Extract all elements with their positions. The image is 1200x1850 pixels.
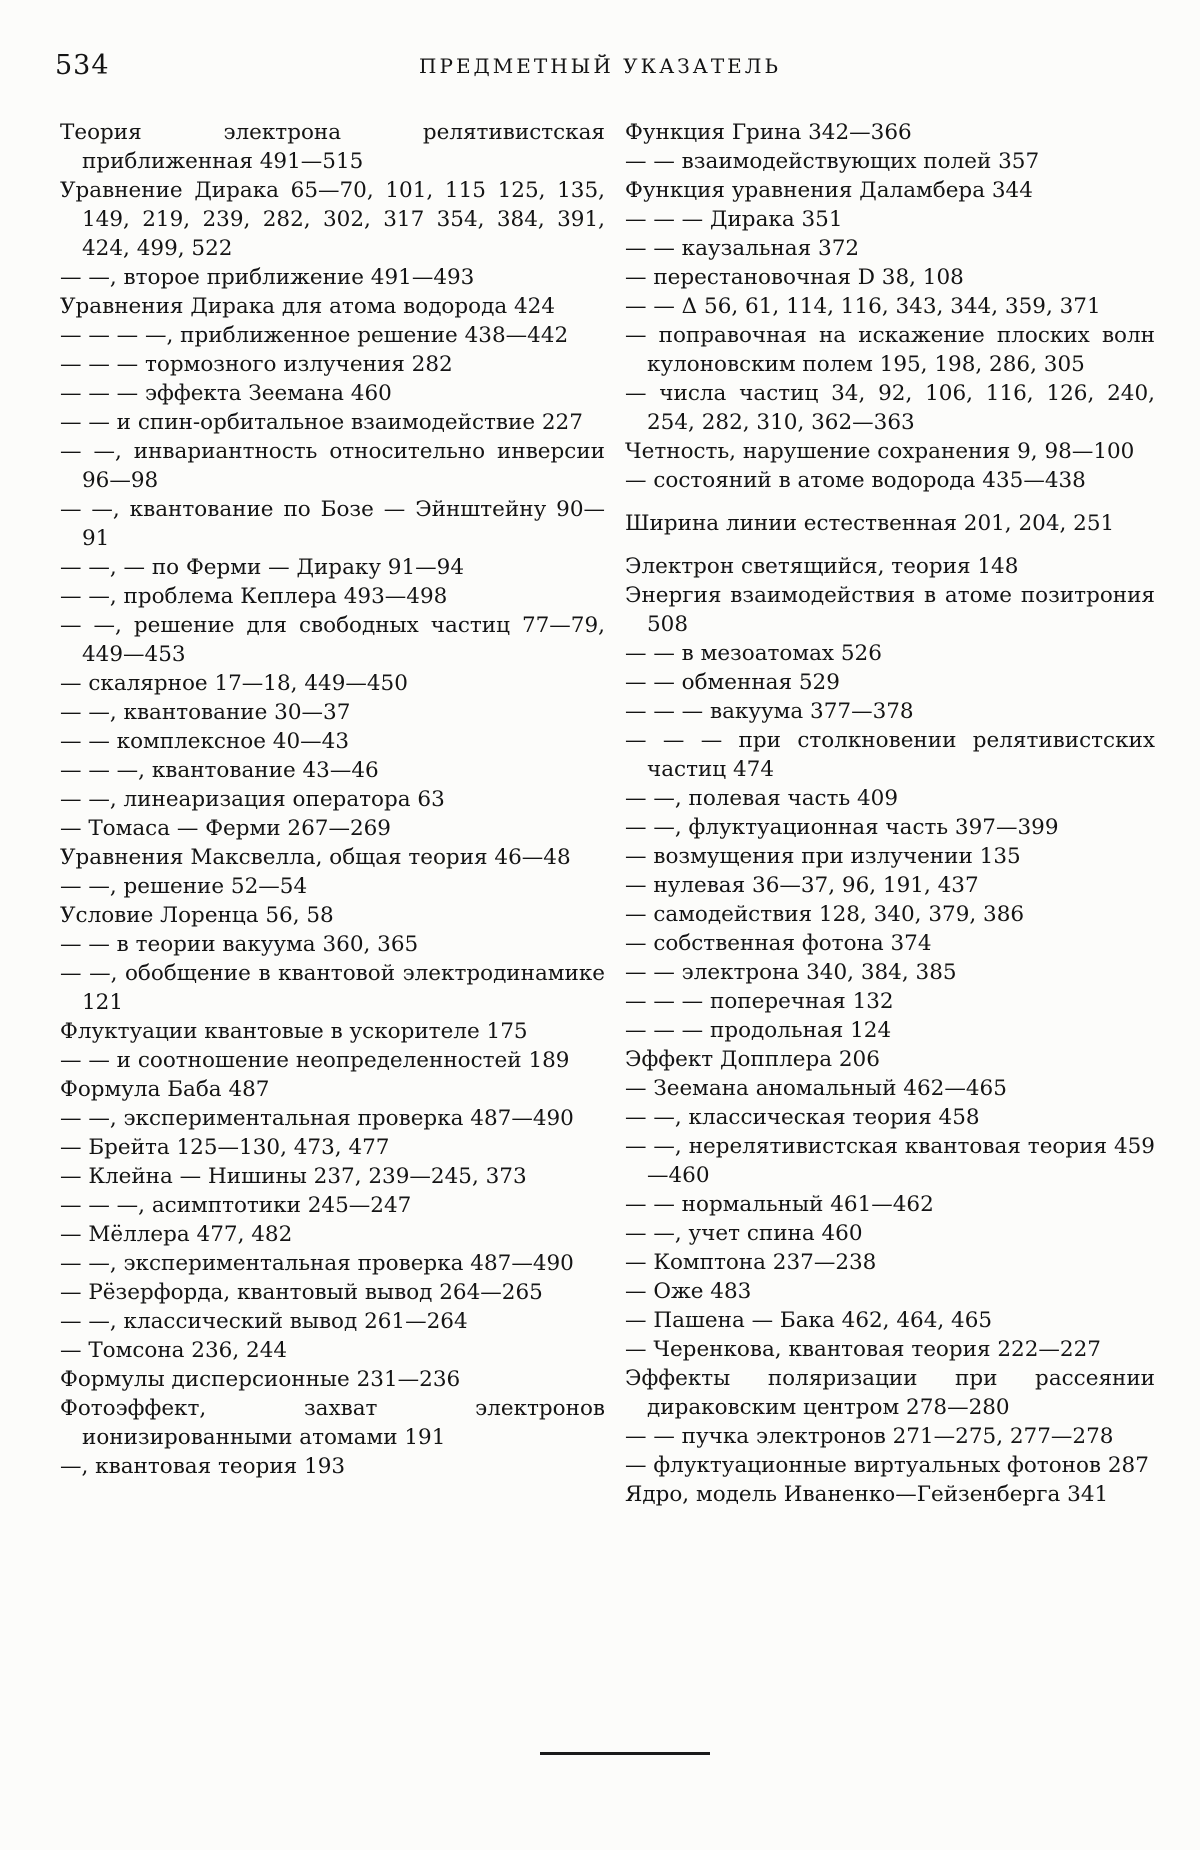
index-entry: — — —, асимптотики 245—247 (60, 1193, 412, 1218)
index-entry: Функция Грина 342—366 (625, 120, 912, 145)
index-entry: — Пашена — Бака 462, 464, 465 (625, 1308, 993, 1333)
index-entry: — — нормальный 461—462 (625, 1192, 934, 1217)
end-rule (540, 1752, 710, 1755)
index-entry: — — — вакуума 377—378 (625, 699, 914, 724)
index-entry: — собственная фотона 374 (625, 931, 932, 956)
index-entry: — —, второе приближение 491—493 (60, 265, 475, 290)
index-entry: — —, классический вывод 261—264 (60, 1309, 468, 1334)
page-header (55, 50, 1145, 90)
index-entry: — Черенкова, квантовая теория 222—227 (625, 1337, 1101, 1362)
index-column-left (60, 118, 605, 1481)
index-entry: — —, полевая часть 409 (625, 786, 899, 811)
index-entry: — самодействия 128, 340, 379, 386 (625, 902, 1025, 927)
index-entry: — — и соотношение неопределенностей 189 (60, 1048, 570, 1073)
index-entry: — —, учет спина 460 (625, 1221, 863, 1246)
index-entry: — состояний в атоме водорода 435—438 (625, 468, 1086, 493)
index-entry: — — Δ 56, 61, 114, 116, 343, 344, 359, 371 (625, 294, 1101, 319)
index-entry: — — в теории вакуума 360, 365 (60, 932, 419, 957)
index-entry: — — каузальная 372 (625, 236, 860, 261)
index-entry: — — — —, приближенное решение 438—442 (60, 323, 569, 348)
index-entry: — скалярное 17—18, 449—450 (60, 671, 408, 696)
index-entry: Эффекты поляризации при рассеянии дираковским центром 278—280 (625, 1366, 1155, 1420)
index-entry: — —, квантование по Бозе — Эйнштейну 90—91 (60, 497, 605, 551)
index-entry: — — — тормозного излучения 282 (60, 352, 453, 377)
index-entry: — — —, квантование 43—46 (60, 758, 379, 783)
index-entry: Флуктуации квантовые в ускорителе 175 (60, 1019, 528, 1044)
index-entry: — Томаса — Ферми 267—269 (60, 816, 391, 841)
index-column-right (625, 118, 1155, 1509)
index-entry: — — — поперечная 132 (625, 989, 894, 1014)
index-entry: — — — при столкновении релятивистских частиц 474 (625, 728, 1155, 782)
index-entry: — — взаимодействующих полей 357 (625, 149, 1040, 174)
index-entry: —, квантовая теория 193 (60, 1454, 346, 1479)
index-entry: Формула Баба 487 (60, 1077, 270, 1102)
page-number: 534 (55, 50, 110, 81)
index-entry: — —, проблема Кеплера 493—498 (60, 584, 448, 609)
index-entry: — —, нерелятивистская квантовая теория 459—460 (625, 1134, 1155, 1188)
index-entry: Теория электрона релятивистская приближенная 491—515 (60, 120, 605, 174)
index-entry: — — комплексное 40—43 (60, 729, 350, 754)
index-entry: Функция уравнения Даламбера 344 (625, 178, 1033, 203)
index-entry: — нулевая 36—37, 96, 191, 437 (625, 873, 979, 898)
index-entry: — —, экспериментальная проверка 487—490 (60, 1106, 574, 1131)
index-entry: — Зеемана аномальный 462—465 (625, 1076, 1007, 1101)
index-entry: — — обменная 529 (625, 670, 840, 695)
index-entry: Формулы дисперсионные 231—236 (60, 1367, 461, 1392)
index-entry: Условие Лоренца 56, 58 (60, 903, 334, 928)
index-entry: — перестановочная D 38, 108 (625, 265, 964, 290)
index-entry: — Томсона 236, 244 (60, 1338, 288, 1363)
index-entry: Уравнения Дирака для атома водорода 424 (60, 294, 556, 319)
index-entry: Эффект Допплера 206 (625, 1047, 880, 1072)
index-entry: — —, — по Ферми — Дираку 91—94 (60, 555, 465, 580)
index-entry: — Оже 483 (625, 1279, 752, 1304)
index-entry: — Рёзерфорда, квантовый вывод 264—265 (60, 1280, 543, 1305)
index-entry: — — и спин-орбитальное взаимодействие 227 (60, 410, 583, 435)
index-entry: Уравнение Дирака 65—70, 101, 115 125, 135, 149, 219, 239, 282, 302, 317 354, 384, 391, 424, 499, 522 (60, 178, 605, 261)
index-entry: — Брейта 125—130, 473, 477 (60, 1135, 390, 1160)
index-entry: — числа частиц 34, 92, 106, 116, 126, 240, 254, 282, 310, 362—363 (625, 381, 1155, 435)
index-entry: — —, инвариантность относительно инверсии 96—98 (60, 439, 605, 493)
index-entry: Четность, нарушение сохранения 9, 98—100 (625, 439, 1135, 464)
index-entry: Ширина линии естественная 201, 204, 251 (625, 511, 1115, 536)
index-entry: — —, линеаризация оператора 63 (60, 787, 445, 812)
index-entry: — Комптона 237—238 (625, 1250, 877, 1275)
index-entry: — Клейна — Нишины 237, 239—245, 373 (60, 1164, 527, 1189)
index-entry: — — электрона 340, 384, 385 (625, 960, 957, 985)
index-entry: — —, квантование 30—37 (60, 700, 351, 725)
index-entry: Энергия взаимодействия в атоме позитрония 508 (625, 583, 1155, 637)
index-entry: — —, флуктуационная часть 397—399 (625, 815, 1059, 840)
index-entry: — поправочная на искажение плоских волн кулоновским полем 195, 198, 286, 305 (625, 323, 1155, 377)
index-entry: — —, решение для свободных частиц 77—79, 449—453 (60, 613, 605, 667)
index-entry: — флуктуационные виртуальных фотонов 287 (625, 1453, 1149, 1478)
index-entry: — возмущения при излучении 135 (625, 844, 1021, 869)
index-entry: Электрон светящийся, теория 148 (625, 554, 1019, 579)
index-entry: — Мёллера 477, 482 (60, 1222, 293, 1247)
index-entry: — — пучка электронов 271—275, 277—278 (625, 1424, 1114, 1449)
index-entry: — — — эффекта Зеемана 460 (60, 381, 392, 406)
index-entry: — — в мезоатомах 526 (625, 641, 882, 666)
index-entry: — —, обобщение в квантовой электродинамике 121 (60, 961, 605, 1015)
index-entry: — — — Дирака 351 (625, 207, 843, 232)
index-entry: Уравнения Максвелла, общая теория 46—48 (60, 845, 571, 870)
index-entry: Фотоэффект, захват электронов ионизированными атомами 191 (60, 1396, 605, 1450)
running-title: ПРЕДМЕТНЫЙ УКАЗАТЕЛЬ (419, 54, 781, 78)
index-entry: Ядро, модель Иваненко—Гейзенберга 341 (625, 1482, 1109, 1507)
index-entry: — — — продольная 124 (625, 1018, 892, 1043)
index-entry: — —, классическая теория 458 (625, 1105, 980, 1130)
index-entry: — —, решение 52—54 (60, 874, 308, 899)
index-entry: — —, экспериментальная проверка 487—490 (60, 1251, 574, 1276)
